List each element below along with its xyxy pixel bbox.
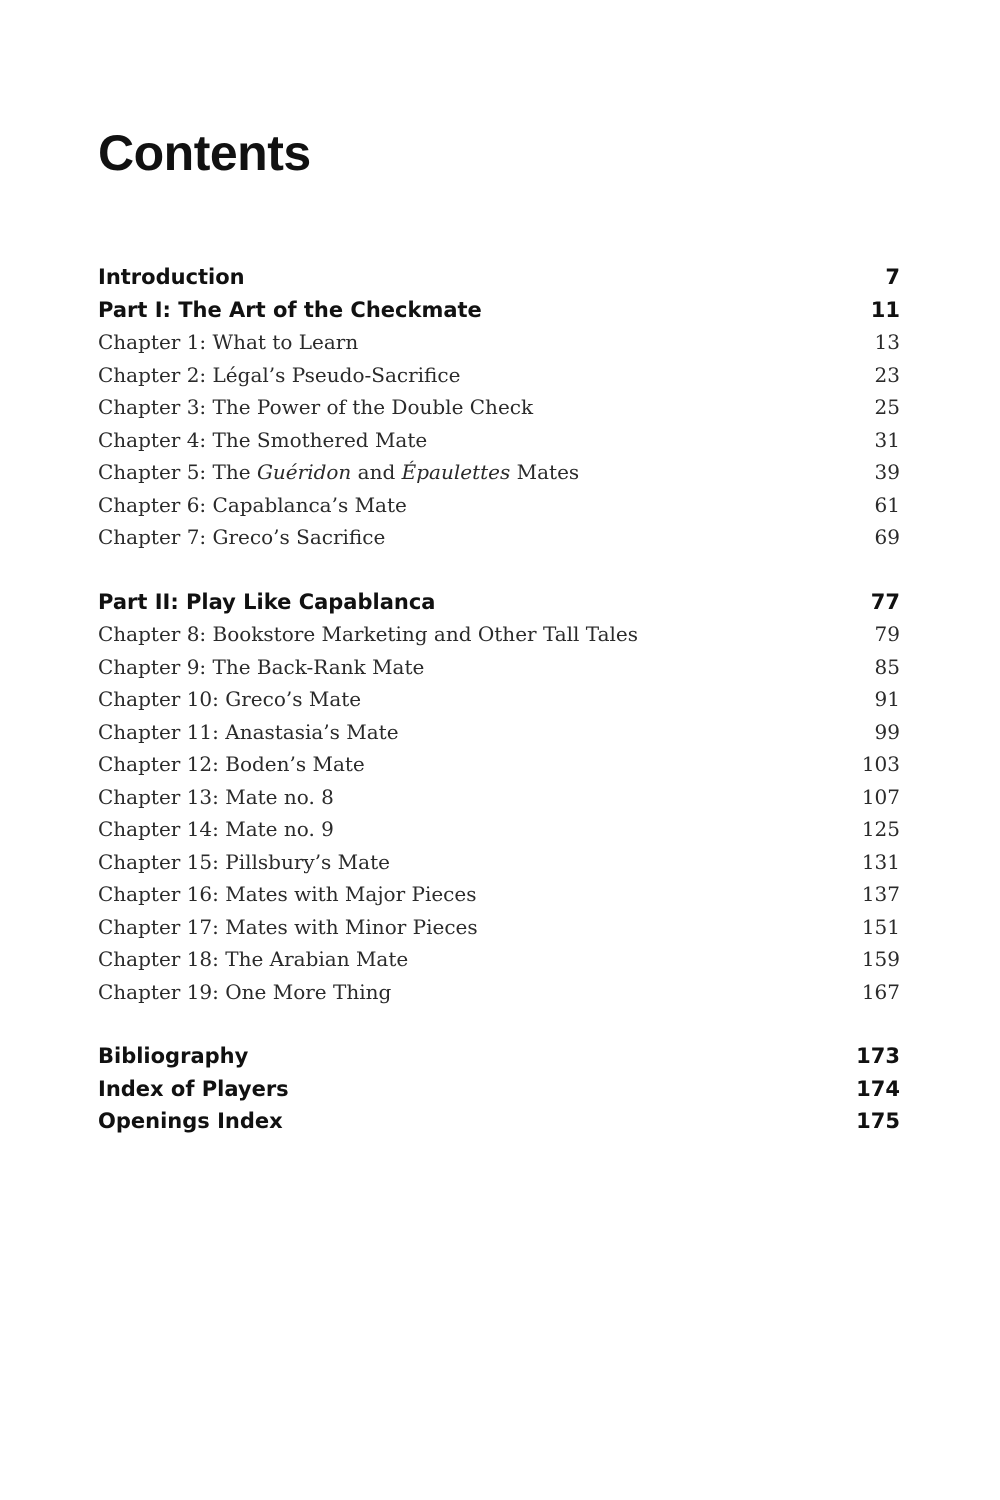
toc-entry-label: Chapter 18: The Arabian Mate bbox=[98, 947, 409, 971]
toc-entry-page: 175 bbox=[856, 1109, 900, 1133]
table-of-contents bbox=[98, 261, 900, 1138]
toc-entry-chapter-2[interactable] bbox=[98, 359, 900, 392]
toc-entry-page: 39 bbox=[874, 460, 900, 484]
toc-entry-page: 77 bbox=[870, 589, 900, 614]
toc-entry-label: Part II: Play Like Capablanca bbox=[98, 589, 436, 614]
toc-entry-part-2[interactable] bbox=[98, 586, 900, 619]
toc-entry-chapter-11[interactable] bbox=[98, 716, 900, 749]
toc-entry-label: Chapter 17: Mates with Minor Pieces bbox=[98, 914, 478, 939]
toc-entry-page: 85 bbox=[874, 654, 900, 679]
toc-entry-chapter-3[interactable] bbox=[98, 391, 900, 424]
toc-entry-label: Chapter 16: Mates with Major Pieces bbox=[98, 882, 477, 906]
toc-entry-chapter-17[interactable] bbox=[98, 911, 900, 944]
toc-entry-label bbox=[98, 456, 579, 489]
toc-entry-chapter-18[interactable] bbox=[98, 943, 900, 976]
toc-entry-page: 69 bbox=[874, 525, 900, 549]
toc-entry-page: 13 bbox=[874, 330, 900, 354]
toc-entry-page: 79 bbox=[874, 622, 900, 646]
toc-entry-chapter-6[interactable] bbox=[98, 489, 900, 522]
toc-entry-page: 7 bbox=[885, 265, 900, 289]
toc-entry-label: Chapter 19: One More Thing bbox=[98, 979, 392, 1004]
toc-entry-chapter-8[interactable] bbox=[98, 618, 900, 651]
toc-entry-chapter-16[interactable] bbox=[98, 878, 900, 911]
toc-entry-chapter-9[interactable] bbox=[98, 651, 900, 684]
toc-entry-page: 11 bbox=[870, 297, 900, 322]
toc-entry-chapter-5[interactable] bbox=[98, 456, 900, 489]
toc-entry-bibliography[interactable] bbox=[98, 1040, 900, 1073]
toc-entry-index-of-players[interactable] bbox=[98, 1073, 900, 1106]
toc-entry-chapter-13[interactable] bbox=[98, 781, 900, 814]
toc-entry-label: Chapter 8: Bookstore Marketing and Other Tall Tales bbox=[98, 622, 639, 646]
toc-entry-page: 91 bbox=[874, 687, 900, 711]
toc-entry-page: 31 bbox=[874, 427, 900, 452]
toc-entry-label: Chapter 2: Légal’s Pseudo-Sacrifice bbox=[98, 362, 461, 387]
toc-entry-label-italic-gueridon: Guéridon bbox=[256, 460, 352, 484]
toc-entry-part-1[interactable] bbox=[98, 294, 900, 327]
toc-entry-label: Chapter 9: The Back-Rank Mate bbox=[98, 654, 425, 679]
toc-entry-page: 174 bbox=[856, 1076, 900, 1101]
toc-entry-chapter-14[interactable] bbox=[98, 813, 900, 846]
toc-entry-page: 167 bbox=[861, 979, 900, 1004]
toc-entry-label: Chapter 11: Anastasia’s Mate bbox=[98, 719, 399, 744]
toc-entry-page: 131 bbox=[861, 849, 900, 874]
toc-entry-page: 151 bbox=[861, 914, 900, 939]
toc-entry-label: Introduction bbox=[98, 265, 245, 289]
toc-entry-label: Index of Players bbox=[98, 1076, 289, 1101]
toc-entry-page: 61 bbox=[874, 492, 900, 517]
toc-entry-chapter-1[interactable] bbox=[98, 326, 900, 359]
toc-entry-page: 125 bbox=[861, 817, 900, 841]
section-gap bbox=[98, 554, 900, 586]
toc-entry-chapter-10[interactable] bbox=[98, 683, 900, 716]
toc-entry-label: Chapter 14: Mate no. 9 bbox=[98, 817, 334, 841]
toc-entry-chapter-15[interactable] bbox=[98, 846, 900, 879]
toc-entry-page: 23 bbox=[874, 362, 900, 387]
toc-entry-label: Part I: The Art of the Checkmate bbox=[98, 297, 482, 322]
toc-entry-page: 173 bbox=[856, 1044, 900, 1068]
toc-entry-introduction[interactable] bbox=[98, 261, 900, 294]
toc-entry-chapter-12[interactable] bbox=[98, 748, 900, 781]
toc-entry-page: 137 bbox=[861, 882, 900, 906]
toc-entry-label-italic-epaulettes: Épaulettes bbox=[401, 460, 511, 484]
toc-entry-label-part: Mates bbox=[510, 460, 580, 484]
page-title: Contents bbox=[98, 125, 311, 181]
toc-entry-label: Chapter 10: Greco’s Mate bbox=[98, 687, 362, 711]
section-gap bbox=[98, 1008, 900, 1040]
toc-entry-label: Chapter 7: Greco’s Sacrifice bbox=[98, 525, 386, 549]
toc-entry-label-part: and bbox=[351, 460, 402, 484]
toc-entry-label: Chapter 12: Boden’s Mate bbox=[98, 752, 365, 776]
toc-entry-label: Chapter 13: Mate no. 8 bbox=[98, 784, 334, 809]
toc-entry-page: 99 bbox=[874, 719, 900, 744]
toc-entry-chapter-4[interactable] bbox=[98, 424, 900, 457]
toc-entry-chapter-19[interactable] bbox=[98, 976, 900, 1009]
toc-entry-openings-index[interactable] bbox=[98, 1105, 900, 1138]
toc-entry-page: 159 bbox=[861, 947, 900, 971]
toc-entry-page: 103 bbox=[861, 752, 900, 776]
toc-entry-label: Chapter 3: The Power of the Double Check bbox=[98, 395, 534, 419]
toc-entry-label: Bibliography bbox=[98, 1044, 249, 1068]
toc-entry-page: 107 bbox=[861, 784, 900, 809]
toc-entry-chapter-7[interactable] bbox=[98, 521, 900, 554]
toc-entry-label-part: Chapter 5: The bbox=[98, 460, 257, 484]
toc-entry-label: Chapter 15: Pillsbury’s Mate bbox=[98, 849, 390, 874]
toc-entry-page: 25 bbox=[874, 395, 900, 419]
toc-entry-label: Chapter 4: The Smothered Mate bbox=[98, 427, 428, 452]
toc-entry-label: Chapter 6: Capablanca’s Mate bbox=[98, 492, 407, 517]
toc-entry-label: Chapter 1: What to Learn bbox=[98, 330, 359, 354]
toc-entry-label: Openings Index bbox=[98, 1109, 283, 1133]
